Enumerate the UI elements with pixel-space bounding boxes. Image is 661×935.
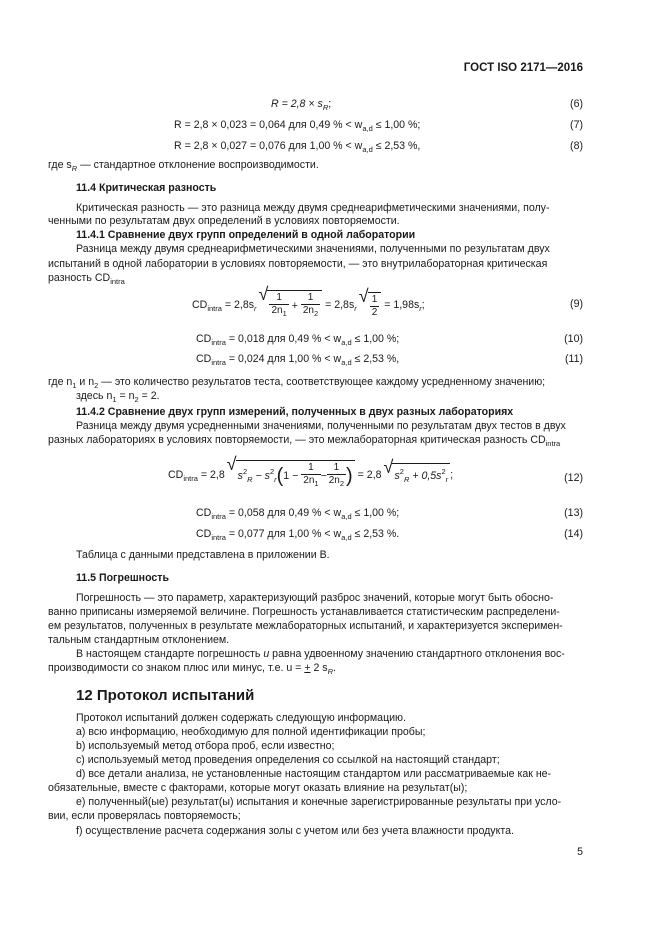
eq11-a: CD bbox=[196, 353, 212, 365]
section-11-5-line-1: Погрешность — это параметр, характеризующий разброс значений, которые могут быть обосно- bbox=[76, 592, 554, 604]
equation-8 bbox=[174, 140, 420, 154]
eq12-d2: 2n bbox=[328, 475, 340, 486]
s115-p5a: В настоящем стандарте погрешность bbox=[76, 648, 264, 660]
eq9-frac-2 bbox=[301, 292, 320, 320]
eq9-n3: √ 1 bbox=[371, 293, 378, 305]
section-11-5-line-6 bbox=[48, 662, 336, 676]
equation-number-12: (12) bbox=[564, 472, 583, 484]
eq12-c2: = 2,8 bbox=[357, 468, 382, 481]
section-12-item-b: b) используемый метод отбора проб, если известно; bbox=[76, 740, 335, 752]
s1142-p2sub: intra bbox=[545, 439, 561, 448]
eq12-d2s: 2 bbox=[339, 479, 345, 488]
eq9-frac-1 bbox=[269, 292, 288, 320]
eq9-lhs: CD bbox=[192, 298, 208, 311]
equation-number-8: (8) bbox=[570, 140, 583, 152]
eq10-b: = 0,018 для 0,49 % < w bbox=[225, 333, 342, 345]
section-12-item-a: a) всю информацию, необходимую для полной идентификации пробы; bbox=[76, 726, 426, 738]
eq12-c1: = 2,8 bbox=[197, 468, 225, 481]
eq9-r3: r bbox=[419, 303, 422, 313]
eq10-sub2: a,d bbox=[341, 338, 352, 347]
section-11-5-line-3: ем результатов, полученных в результате межлабораторных испытаний, и характеризуется эксперимен- bbox=[48, 620, 563, 632]
where2-f: = 2. bbox=[138, 390, 160, 402]
section-11-5-line-5 bbox=[76, 648, 565, 660]
eq8-a: R = 2,8 × 0,027 = 0,076 для 1,00 % < w bbox=[174, 140, 363, 152]
s115-p5b: равна удвоенному значению стандартного отклонения вос- bbox=[269, 648, 565, 660]
where-n-definition-line-2 bbox=[76, 390, 160, 404]
eq6-body: R = 2,8 × s bbox=[271, 98, 323, 110]
eq14-b: = 0,077 для 1,00 % < w bbox=[225, 528, 342, 540]
s115-p6a: производимости со знаком плюс или минус, т.е. u = bbox=[48, 662, 305, 674]
eq12-t2b: + 0,5s bbox=[409, 470, 442, 482]
eq9-d3: 2 bbox=[371, 306, 378, 318]
eq13-sub: intra bbox=[211, 512, 226, 521]
equation-number-10: (10) bbox=[564, 333, 583, 345]
equation-12 bbox=[168, 460, 453, 490]
equation-7 bbox=[174, 119, 420, 133]
eq12-sqrt-1: √ $s^2_R - s^2_r(1$ − $\frac{1}{2n_1}$ − $\frac{1}{2n_2}$ ) bbox=[236, 460, 355, 490]
equation-11 bbox=[196, 353, 399, 367]
eq9-n1: √ 1 bbox=[269, 292, 288, 305]
where1-a: где s bbox=[48, 159, 72, 171]
eq9-sqrt-1: √ $\frac{1}{2n_1}$ + $\frac{1}{2n_2}$ bbox=[267, 290, 322, 320]
eq13-b: = 0,058 для 0,49 % < w bbox=[225, 507, 342, 519]
eq9-c3: = 1,98s bbox=[384, 298, 420, 311]
eq12-sq1: 2 bbox=[242, 466, 248, 476]
eq12-frac-1 bbox=[301, 462, 320, 490]
eq12-one: 1 − bbox=[283, 469, 299, 482]
eq12-sq4: 2 bbox=[441, 467, 446, 476]
where2-d: здесь n bbox=[76, 390, 113, 402]
eq6-tail: ; bbox=[328, 98, 332, 110]
section-11-4-line-2: ченными по результатам двух определений в условиях повторяемости. bbox=[48, 215, 400, 227]
table-note: Таблица с данными представлена в приложении В. bbox=[76, 549, 330, 561]
s115-p6sub: R bbox=[327, 667, 333, 676]
eq10-c: ≤ 1,00 %; bbox=[351, 333, 400, 345]
eq12-d1: 2n bbox=[303, 475, 315, 486]
eq12-d1s: 1 bbox=[314, 479, 319, 488]
section-12-title: 12 Протокол испытаний bbox=[76, 687, 255, 704]
s115-p6b: 2 s bbox=[310, 662, 328, 674]
eq12-end: ; bbox=[450, 468, 454, 481]
eq9-d2: 2n bbox=[302, 305, 314, 316]
s1141-p3sub: intra bbox=[110, 277, 125, 286]
section-11-5-line-2: ванно приписаны измеряемой величине. Погрешность устанавливается статистическим распределени- bbox=[48, 606, 560, 618]
eq9-c2: = 2,8s bbox=[325, 298, 355, 311]
where-n-definition-line-1 bbox=[48, 376, 545, 390]
eq9-lhs-sub: intra bbox=[207, 303, 222, 313]
equation-number-13: (13) bbox=[564, 507, 583, 519]
section-12-item-f: f) осуществление расчета содержания золы с учетом или без учета влажности продукта. bbox=[76, 825, 514, 837]
where1-sub: R bbox=[71, 164, 78, 173]
s1141-p3: разность CD bbox=[48, 272, 111, 284]
equation-number-9: (9) bbox=[570, 298, 583, 310]
equation-number-11: (11) bbox=[564, 353, 583, 365]
eq12-n2: 1 bbox=[327, 462, 346, 475]
eq12-frac-2 bbox=[327, 462, 346, 490]
eq12-minus: − s bbox=[252, 469, 270, 482]
equation-13 bbox=[196, 507, 399, 521]
section-12-intro: Протокол испытаний должен содержать следующую информацию. bbox=[76, 712, 406, 724]
equation-number-6: (6) bbox=[570, 98, 583, 110]
equation-14 bbox=[196, 528, 399, 542]
eq14-a: CD bbox=[196, 528, 212, 540]
eq9-frac-3 bbox=[370, 294, 380, 319]
eq10-sub: intra bbox=[211, 338, 226, 347]
section-12-item-e-line-2: вии, если проверялась повторяемость; bbox=[48, 810, 241, 822]
eq12-lhs-sub: intra bbox=[183, 473, 198, 483]
eq7-sub: a,d bbox=[362, 124, 373, 133]
section-11-4-title: 11.4 Критическая разность bbox=[76, 182, 217, 194]
section-11-4-2-line-2 bbox=[48, 434, 560, 448]
section-11-5-line-4: тальным стандартным отклонением. bbox=[48, 634, 230, 646]
equation-10 bbox=[196, 333, 399, 347]
eq13-c: ≤ 1,00 %; bbox=[351, 507, 400, 519]
where2-s4: 2 bbox=[134, 395, 139, 404]
eq12-lhs: CD bbox=[168, 468, 184, 481]
section-12-item-e-line-1: e) полученный(ые) результат(ы) испытания и конечные зарегистрированные результаты при усло- bbox=[76, 796, 562, 808]
eq14-sub2: a,d bbox=[341, 533, 352, 542]
where1-b: — стандартное отклонение воспроизводимости. bbox=[77, 159, 319, 171]
eq13-sub2: a,d bbox=[341, 512, 352, 521]
eq12-sqrt-2 bbox=[392, 463, 450, 487]
eq12-n1: 1 bbox=[301, 462, 320, 475]
eq11-c: ≤ 2,53 %, bbox=[351, 353, 400, 365]
eq12-r: r bbox=[274, 474, 277, 484]
section-11-4-2-title: 11.4.2 Сравнение двух групп измерений, полученных в двух разных лабораториях bbox=[76, 406, 514, 418]
eq12-sRsub: R bbox=[247, 474, 253, 484]
eq12-sR: s bbox=[237, 469, 243, 482]
eq9-end: ; bbox=[421, 298, 425, 311]
section-11-4-1-line-1: Разница между двумя среднеарифметическими значениями, полученными по результатам двух bbox=[76, 243, 550, 255]
eq9-c1: = 2,8s bbox=[221, 298, 255, 311]
where-sr-definition bbox=[48, 159, 319, 173]
eq9-r: r bbox=[254, 303, 257, 313]
eq11-sub2: a,d bbox=[341, 358, 352, 367]
section-12-item-c: c) используемый метод проведения определения со ссылкой на настоящий стандарт; bbox=[76, 754, 500, 766]
eq7-b: ≤ 1,00 %; bbox=[372, 119, 421, 131]
s115-p6pm: + bbox=[304, 662, 311, 674]
eq11-b: = 0,024 для 1,00 % < w bbox=[225, 353, 342, 365]
s115-p5u: u bbox=[263, 648, 270, 660]
eq9-d1s: 1 bbox=[282, 309, 287, 318]
s1142-p2: разных лабораториях в условиях повторяемости, — это межлабораторная критическая разность CD bbox=[48, 434, 546, 446]
section-12-item-d-line-2: обязательные, вместе с факторами, которые могут оказать влияние на результат(ы); bbox=[48, 782, 468, 794]
where2-s2: 2 bbox=[94, 381, 99, 390]
eq8-sub: a,d bbox=[362, 145, 373, 154]
equation-9 bbox=[192, 290, 425, 320]
eq12-sRsub2: R bbox=[403, 475, 410, 484]
eq12-sq3: 2 bbox=[399, 467, 404, 476]
where2-s3: 1 bbox=[112, 395, 117, 404]
section-11-4-1-title: 11.4.1 Сравнение двух групп определений в одной лаборатории bbox=[76, 229, 416, 241]
where2-b: и n bbox=[76, 376, 95, 388]
eq12-sq2: 2 bbox=[269, 466, 275, 476]
eq9-n2: 1 bbox=[301, 292, 320, 305]
section-11-4-1-line-2: испытаний в одной лаборатории в условиях повторяемости, — это внутрилабораторная критическая bbox=[48, 258, 548, 270]
eq9-d2s: 2 bbox=[313, 309, 319, 318]
eq9-d1: 2n bbox=[271, 305, 283, 316]
eq14-c: ≤ 2,53 %. bbox=[351, 528, 400, 540]
document-header: ГОСТ ISO 2171—2016 bbox=[463, 62, 583, 74]
section-12-item-d-line-1: d) все детали анализа, не установленные настоящим стандартом или рассматриваемые как не- bbox=[76, 768, 552, 780]
eq12-t2a: s bbox=[394, 470, 400, 482]
section-11-4-line-1: Критическая разность — это разница между двумя среднеарифметическими значениями, полу- bbox=[76, 202, 550, 214]
eq6-sub: R bbox=[322, 103, 329, 112]
equation-6 bbox=[271, 98, 331, 112]
equation-number-14: (14) bbox=[564, 528, 583, 540]
eq8-b: ≤ 2,53 %, bbox=[372, 140, 421, 152]
eq7-a: R = 2,8 × 0,023 = 0,064 для 0,49 % < w bbox=[174, 119, 363, 131]
section-11-4-1-line-3 bbox=[48, 272, 125, 286]
section-11-4-2-line-1: Разница между двумя усредненными значениями, полученными по результатам двух тестов в двух bbox=[76, 420, 566, 432]
where2-c: — это количество результатов теста, соответствующее каждому усредненному значению; bbox=[98, 376, 546, 388]
section-11-5-title: 11.5 Погрешность bbox=[76, 572, 169, 584]
where2-a: где n bbox=[48, 376, 73, 388]
eq10-a: CD bbox=[196, 333, 212, 345]
page-number: 5 bbox=[577, 846, 583, 858]
equation-number-7: (7) bbox=[570, 119, 583, 131]
s115-p6c: . bbox=[333, 662, 336, 674]
where2-e: = n bbox=[116, 390, 135, 402]
eq14-sub: intra bbox=[211, 533, 226, 542]
eq11-sub: intra bbox=[211, 358, 226, 367]
eq13-a: CD bbox=[196, 507, 212, 519]
eq12-r2: r bbox=[445, 475, 449, 484]
where2-s1: 1 bbox=[72, 381, 77, 390]
eq9-r2: r bbox=[354, 303, 357, 313]
eq9-sqrt-2 bbox=[368, 292, 382, 319]
